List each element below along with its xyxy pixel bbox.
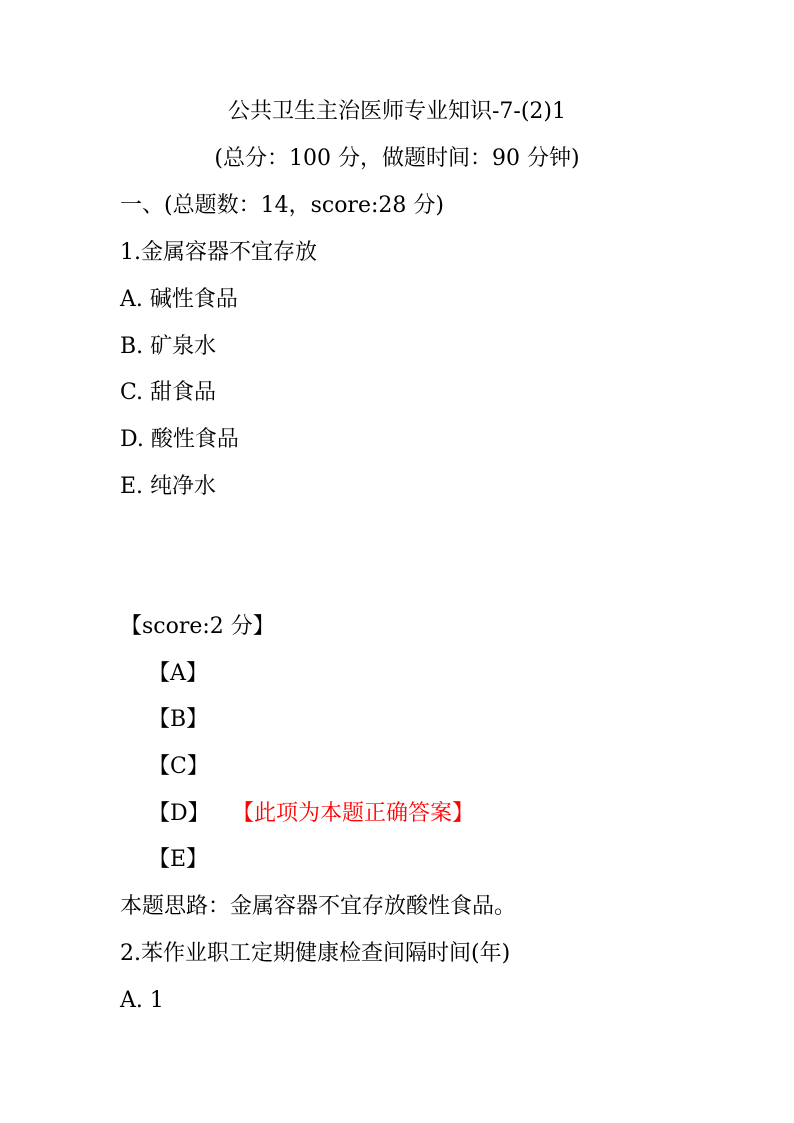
question-1-option-d: D. 酸性食品 <box>120 427 239 452</box>
answer-mark-d: 【D】 <box>148 801 210 826</box>
question-1-score: 【score:2 分】 <box>120 614 275 639</box>
question-1-explanation: 本题思路：金属容器不宜存放酸性食品。 <box>120 894 517 919</box>
question-2-option-a: A. 1 <box>120 988 164 1013</box>
question-1-option-b: B. 矿泉水 <box>120 334 217 359</box>
answer-mark-e: 【E】 <box>148 847 209 872</box>
answer-mark-a: 【A】 <box>148 661 208 686</box>
answer-mark-b: 【B】 <box>148 707 209 732</box>
document-title: 公共卫生主治医师专业知识-7-(2)1 <box>227 99 567 124</box>
question-1-stem: 1.金属容器不宜存放 <box>120 240 317 265</box>
document-subtitle: (总分：100 分，做题时间：90 分钟) <box>214 146 580 171</box>
question-1-option-c: C. 甜食品 <box>120 380 217 405</box>
section-heading: 一、(总题数：14，score:28 分) <box>120 193 444 218</box>
question-1-option-a: A. 碱性食品 <box>120 287 238 312</box>
question-2-stem: 2.苯作业职工定期健康检查间隔时间(年) <box>120 941 511 966</box>
correct-answer-note: 【此项为本题正确答案】 <box>232 801 475 826</box>
question-1-option-e: E. 纯净水 <box>120 474 217 499</box>
answer-mark-c: 【C】 <box>148 754 209 779</box>
